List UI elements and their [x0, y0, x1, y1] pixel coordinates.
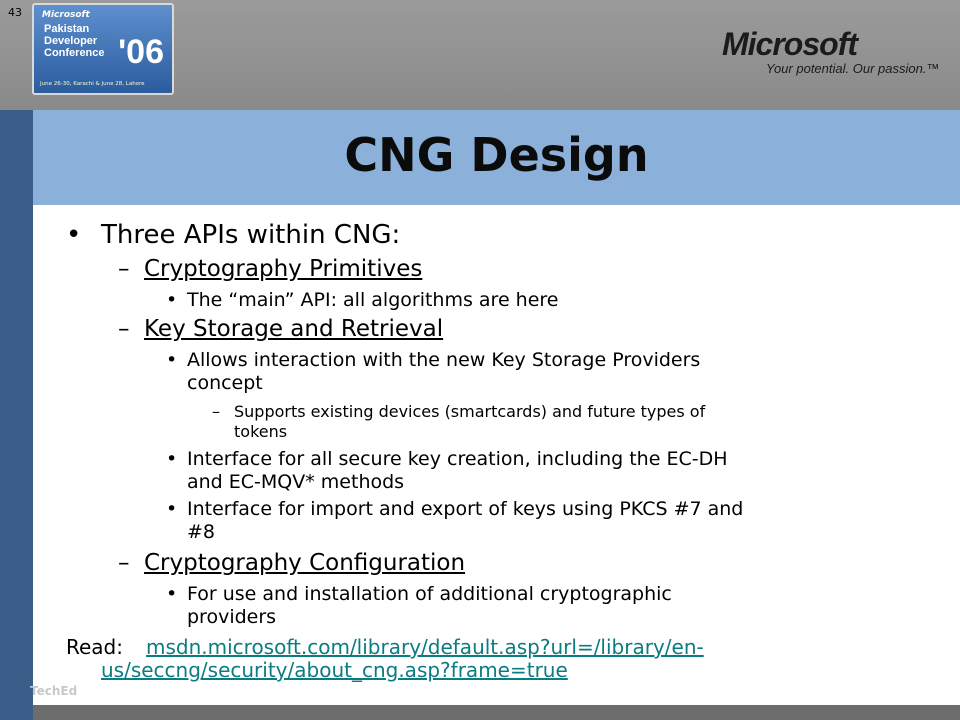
footer-brand: TechEd	[30, 684, 78, 698]
bullet-ksp-line1: Allows interaction with the new Key Storage Providers	[187, 349, 701, 371]
bullet-providers-line2: providers	[187, 606, 277, 628]
dash-icon: –	[212, 402, 220, 421]
microsoft-wordmark: Microsoft	[722, 26, 857, 62]
bullet-ksp-line2: concept	[187, 372, 263, 394]
bullet-icon: •	[66, 220, 82, 250]
bullet-three-apis: Three APIs within CNG:	[101, 220, 401, 250]
bullet-main-api: The “main” API: all algorithms are here	[187, 289, 559, 311]
microsoft-logo	[722, 26, 942, 76]
conference-logo	[32, 3, 174, 95]
msdn-link-line1[interactable]: msdn.microsoft.com/library/default.asp?url=/library/en-	[146, 635, 704, 659]
conference-logo-name: Pakistan Developer Conference	[44, 23, 105, 59]
bullet-pkcs-line1: Interface for import and export of keys using PKCS #7 and	[187, 498, 744, 520]
bullet-icon: •	[166, 289, 178, 311]
microsoft-tagline: Your potential. Our passion.™	[766, 61, 940, 76]
bullet-devices-line1: Supports existing devices (smartcards) and future types of	[234, 402, 706, 421]
bullet-icon: •	[166, 448, 178, 470]
dash-icon: –	[118, 256, 130, 282]
bullet-icon: •	[166, 498, 178, 520]
bullet-key-storage[interactable]: Key Storage and Retrieval	[144, 316, 444, 342]
bullet-icon: •	[166, 349, 178, 371]
bottom-strip	[33, 705, 960, 720]
bullet-cryptography-configuration[interactable]: Cryptography Configuration	[144, 550, 466, 576]
bullet-icon: •	[166, 583, 178, 605]
conference-logo-brand: Microsoft	[42, 10, 90, 20]
read-label: Read:	[66, 635, 123, 659]
slide-number: 43	[8, 6, 22, 19]
dash-icon: –	[118, 550, 130, 576]
bullet-key-creation-line1: Interface for all secure key creation, including the EC-DH	[187, 448, 728, 470]
conference-logo-year: '06	[118, 33, 164, 71]
slide-title: CNG Design	[344, 128, 649, 182]
bullet-devices-line2: tokens	[234, 422, 288, 441]
bullet-key-creation-line2: and EC-MQV* methods	[187, 471, 405, 493]
dash-icon: –	[118, 316, 130, 342]
slide-header	[0, 0, 960, 110]
bullet-providers-line1: For use and installation of additional cryptographic	[187, 583, 672, 605]
left-accent-bar	[0, 110, 33, 720]
bullet-pkcs-line2: #8	[187, 521, 216, 543]
msdn-link-line2[interactable]: us/seccng/security/about_cng.asp?frame=true	[101, 658, 568, 682]
bullet-cryptography-primitives[interactable]: Cryptography Primitives	[144, 256, 423, 282]
conference-logo-dates: June 26-30, Karachi & June 28, Lahore	[40, 81, 145, 87]
